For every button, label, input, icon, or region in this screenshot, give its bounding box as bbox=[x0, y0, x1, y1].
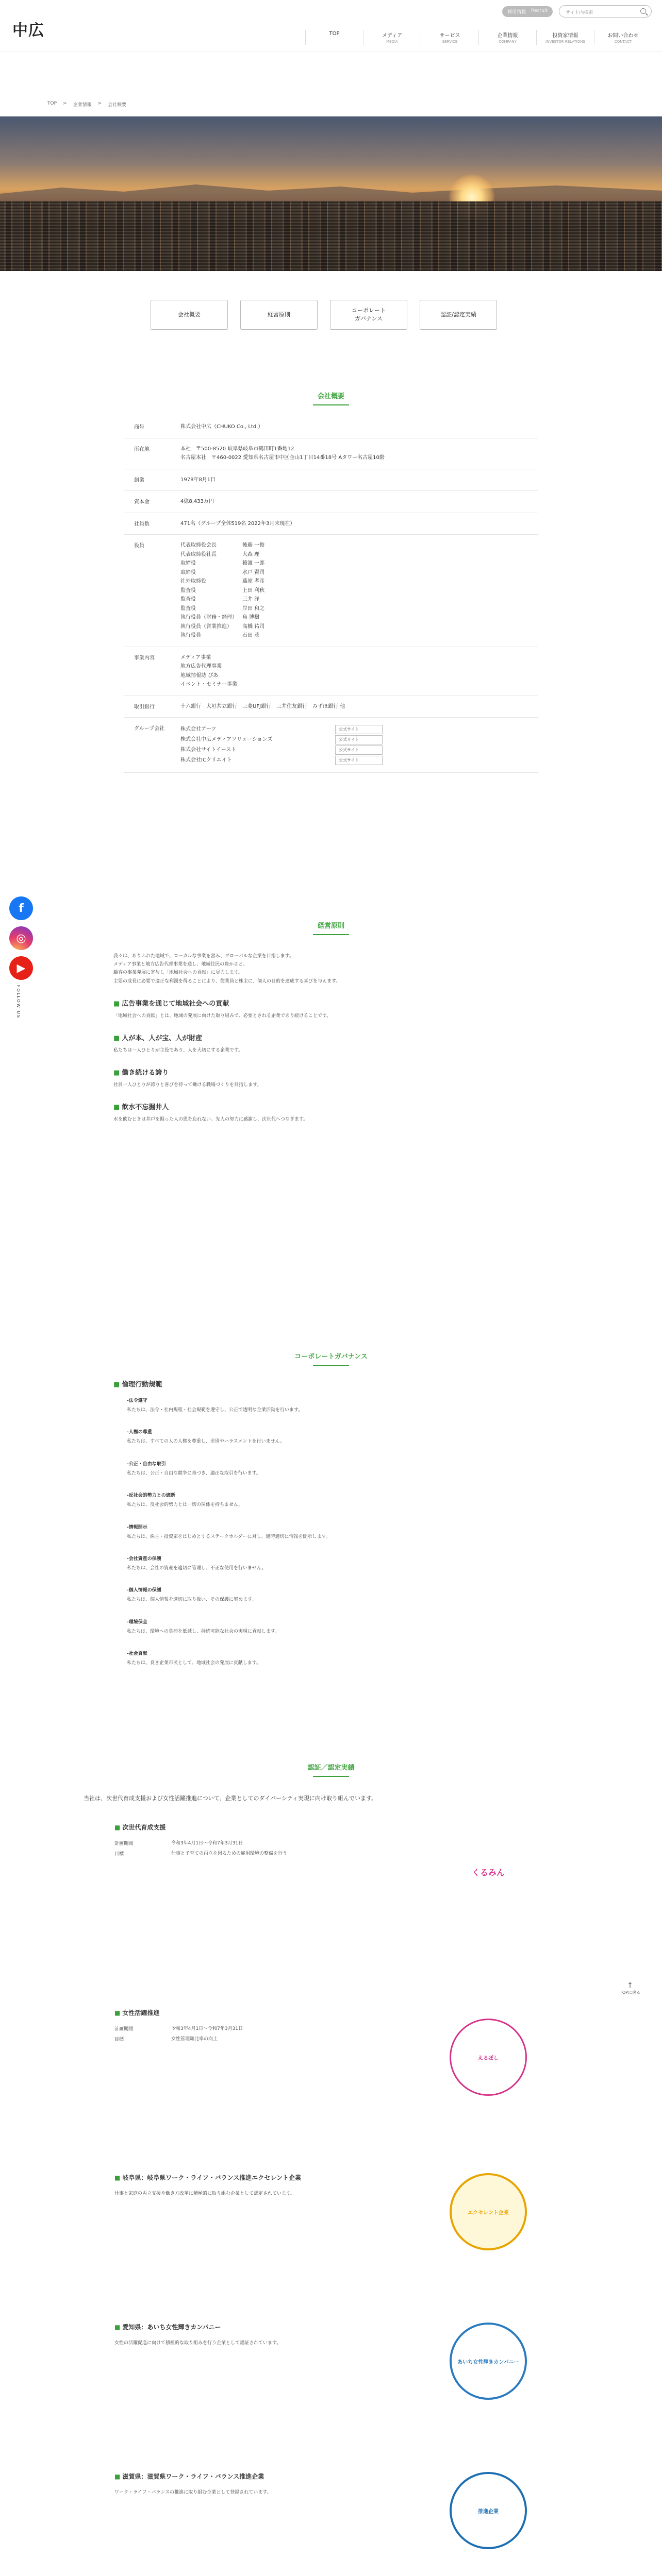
group-company bbox=[180, 725, 538, 734]
cert-row-label: 計画期間 bbox=[114, 1841, 134, 1846]
cert-heading: ■ 岐阜県：岐阜県ワーク・ライフ・バランス推進エクセレント企業 bbox=[114, 2173, 548, 2182]
row-value: 1978年8月1日 bbox=[180, 477, 216, 483]
youtube-icon[interactable]: ▶ bbox=[9, 956, 33, 980]
officer-name: 岸田 和之 bbox=[242, 605, 265, 612]
table-row bbox=[124, 718, 538, 773]
tab-principle[interactable]: 経営原則 bbox=[240, 300, 318, 330]
officer-title: 監査役 bbox=[180, 605, 196, 612]
officer-title: 代表取締役会長 bbox=[180, 543, 217, 548]
code-text: 私たちは、法令・社内規程・社会規範を遵守し、公正で透明な企業活動を行います。 bbox=[127, 1408, 303, 1413]
cert-row-label: 目標 bbox=[114, 1852, 124, 1857]
code-item bbox=[127, 1523, 549, 1540]
cert-block bbox=[114, 1823, 548, 2008]
nav-item-top[interactable] bbox=[305, 30, 363, 45]
code-title: -法令遵守 bbox=[127, 1398, 147, 1403]
nav-label: お問い合わせ bbox=[607, 33, 639, 39]
row-label: 所在地 bbox=[134, 446, 150, 452]
row-label: 取引銀行 bbox=[134, 704, 155, 710]
row-value: 4億8,433万円 bbox=[180, 499, 214, 504]
hero-image bbox=[0, 116, 662, 271]
cert-block bbox=[114, 2173, 548, 2323]
cert-row-value: 令和3年4月1日〜令和7年3月31日 bbox=[171, 1841, 243, 1846]
breadcrumb-current: 会社概要 bbox=[108, 103, 127, 108]
table-row bbox=[124, 647, 538, 696]
cert-row-value: 仕事と子育ての両立を図るための雇用環境の整備を行う bbox=[171, 1851, 288, 1857]
governance-heading: ■ 倫理行動規範 bbox=[113, 1379, 549, 1388]
group-name: 株式会社アーツ bbox=[180, 726, 217, 733]
officer-title: 監査役 bbox=[180, 587, 196, 594]
nav-item-contact[interactable] bbox=[594, 30, 652, 45]
officer-name: 大森 理 bbox=[242, 551, 260, 557]
code-item bbox=[127, 1586, 549, 1603]
eruboshi-badge: えるぼし bbox=[450, 2019, 527, 2096]
nav-label: TOP bbox=[329, 31, 340, 37]
officer bbox=[180, 550, 538, 560]
certification-section bbox=[84, 1794, 578, 2576]
tab-governance[interactable]: コーポレート ガバナンス bbox=[330, 300, 407, 330]
profile-table bbox=[124, 416, 538, 773]
cert-heading: ■ 次世代育成支援 bbox=[114, 1823, 548, 1832]
cert-text: ワーク・ライフ・バランスの推進に取り組む企業として登録されています。 bbox=[114, 2490, 272, 2495]
nav-label-en: MEDIA bbox=[386, 40, 398, 44]
officer-title: 執行役員（財務・経理） bbox=[180, 615, 237, 620]
official-site-link[interactable]: 公式サイト bbox=[335, 735, 383, 744]
site-header bbox=[0, 0, 662, 52]
group-company bbox=[180, 745, 538, 755]
table-row bbox=[124, 469, 538, 492]
officer bbox=[180, 622, 538, 632]
officer-name: 水戸 賢司 bbox=[242, 569, 265, 575]
gifu-wlb-badge: エクセレント企業 bbox=[450, 2173, 527, 2250]
certification-intro: 当社は、次世代育成支援および女性活躍推進について、企業としてのダイバーシティ実現に向け取り組んでいます。 bbox=[84, 1795, 377, 1802]
tab-certification[interactable]: 認証/認定実績 bbox=[420, 300, 497, 330]
kurumin-badge: くるみん bbox=[471, 1867, 505, 1877]
principle-heading: ■ 人が本、人が宝、人が財産 bbox=[113, 1032, 549, 1042]
cert-text: 女性の活躍促進に向けて積極的な取り組みを行う企業として認証されています。 bbox=[114, 2341, 282, 2346]
business-item: 地方広告代理事業 bbox=[180, 664, 222, 669]
principle-section bbox=[113, 952, 549, 1124]
officer-title: 執行役員（営業推進） bbox=[180, 623, 232, 630]
row-value: 471名（グループ全体519名 2022年3月末現在） bbox=[180, 520, 295, 527]
row-label: 事業内容 bbox=[134, 655, 155, 661]
code-item bbox=[127, 1397, 549, 1414]
officer-title: 社外取締役 bbox=[180, 579, 206, 584]
principle-text: 私たちは一人ひとりが主役であり、人を大切にする企業です。 bbox=[113, 1047, 243, 1053]
code-item bbox=[127, 1618, 549, 1635]
table-row bbox=[124, 491, 538, 513]
nav-label: 投資家情報 bbox=[552, 33, 578, 39]
recruit-label-en: Recruit bbox=[531, 8, 548, 13]
arrow-up-icon: ↑ bbox=[627, 1981, 633, 1990]
nav-item-company[interactable] bbox=[478, 30, 536, 45]
global-nav bbox=[305, 30, 652, 45]
section-tabs bbox=[151, 300, 497, 330]
officer bbox=[180, 577, 538, 586]
breadcrumb-sep: > bbox=[63, 101, 67, 106]
principle-lead bbox=[113, 952, 549, 986]
principle-heading: ■ 働き続ける誇り bbox=[113, 1067, 549, 1077]
cert-text: 仕事と家庭の両立支援や働き方改革に積極的に取り組む企業として認定されています。 bbox=[114, 2191, 295, 2196]
officer bbox=[180, 541, 538, 550]
code-title: -人権の尊重 bbox=[127, 1430, 152, 1435]
officer-name: 藤原 孝彦 bbox=[242, 579, 265, 584]
cert-block bbox=[114, 2323, 548, 2472]
principle-text: 社員一人ひとりが誇りと喜びを持って働ける職場づくりを目指します。 bbox=[113, 1082, 262, 1088]
officer bbox=[180, 568, 538, 578]
code-text: 私たちは、良き企業市民として、地域社会の発展に貢献します。 bbox=[127, 1660, 261, 1666]
recruit-button[interactable] bbox=[502, 6, 553, 17]
nav-label-en: COMPANY bbox=[499, 40, 517, 44]
code-item bbox=[127, 1460, 549, 1477]
nav-label: サービス bbox=[439, 33, 460, 39]
social-links bbox=[9, 896, 33, 980]
officer bbox=[180, 559, 538, 568]
lead-line: 顧客の事業発展に寄与し「地域社会への貢献」に尽力します。 bbox=[113, 970, 243, 976]
nav-label: 企業情報 bbox=[497, 33, 518, 39]
principle-title: 経営原則 bbox=[0, 920, 662, 935]
principle-text: 「地域社会への貢献」とは、地域の発展に向けた取り組みで、必要とされる企業であり続けることです。 bbox=[113, 1013, 332, 1019]
principle-heading: ■ 広告事業を通じて地域社会への貢献 bbox=[113, 998, 549, 1008]
breadcrumb-company[interactable]: 企業情報 bbox=[73, 103, 92, 108]
officer-title: 執行役員 bbox=[180, 633, 201, 638]
code-text: 私たちは、公正・自由な競争に基づき、適正な取引を行います。 bbox=[127, 1470, 261, 1476]
officer bbox=[180, 631, 538, 640]
code-text: 私たちは、環境への負荷を低減し、持続可能な社会の実現に貢献します。 bbox=[127, 1629, 280, 1634]
nav-label-en: CONTACT bbox=[614, 40, 632, 44]
code-text: 私たちは、すべての人の人権を尊重し、差別やハラスメントを行いません。 bbox=[127, 1439, 285, 1445]
officer-name: 石田 茂 bbox=[242, 633, 260, 638]
code-title: -反社会的勢力との遮断 bbox=[127, 1493, 175, 1499]
cert-block bbox=[114, 2008, 548, 2173]
cert-row-label: 目標 bbox=[114, 2037, 124, 2043]
aichi-women-badge: あいち女性輝きカンパニー bbox=[450, 2323, 527, 2400]
code-item bbox=[127, 1428, 549, 1445]
search-input[interactable] bbox=[559, 5, 652, 18]
page-top-button[interactable] bbox=[620, 1981, 640, 1995]
officer-title: 取締役 bbox=[180, 561, 196, 566]
breadcrumb-top[interactable]: TOP bbox=[47, 101, 57, 106]
nav-item-media[interactable] bbox=[363, 30, 421, 45]
cert-block bbox=[114, 2472, 548, 2576]
official-site-link[interactable]: 公式サイト bbox=[335, 725, 383, 734]
row-value: 本社 〒500-8520 岐阜県岐阜市鶴田町1番地12 名古屋本社 〒460-0022 愛知県名古屋市中区金山1丁目14番18号 Aタワー名古屋10階 bbox=[180, 446, 385, 461]
governance-title: コーポレートガバナンス bbox=[0, 1351, 662, 1366]
breadcrumb bbox=[47, 101, 126, 108]
nav-item-service[interactable] bbox=[421, 30, 478, 45]
row-value: 株式会社中広（CHUKO Co., Ltd.） bbox=[180, 424, 263, 430]
code-text: 私たちは、会社の資産を適切に管理し、不正な使用を行いません。 bbox=[127, 1565, 267, 1571]
code-title: -社会貢献 bbox=[127, 1651, 147, 1657]
official-site-link[interactable]: 公式サイト bbox=[335, 745, 383, 755]
table-row bbox=[124, 513, 538, 535]
principle-text: 水を飲むときは井戸を掘った人の恩を忘れない。先人の努力に感謝し、次世代へつなぎます。 bbox=[113, 1117, 308, 1123]
business-item: 地域情報誌 ぴあ bbox=[180, 672, 219, 679]
lead-line: 我々は、ありふれた地域で、ローカルな事業を営み、グローバルな企業を目指します。 bbox=[113, 954, 294, 959]
page-top-label: TOPに戻る bbox=[619, 1990, 640, 1995]
row-label: 商号 bbox=[134, 425, 144, 430]
nav-label: メディア bbox=[382, 33, 403, 39]
shiga-wlb-badge: 推進企業 bbox=[450, 2472, 527, 2549]
lead-line: メディア事業と地方広告代理事業を通し、地域住民の豊かさと、 bbox=[113, 962, 248, 968]
row-label: 資本金 bbox=[134, 499, 150, 505]
code-text: 私たちは、株主・投資家をはじめとするステークホルダーに対し、適時適切に情報を開示します。 bbox=[127, 1534, 330, 1539]
officer-title: 代表取締役社長 bbox=[180, 551, 217, 557]
code-text: 私たちは、個人情報を適切に取り扱い、その保護に努めます。 bbox=[127, 1597, 257, 1603]
code-title: -環境保全 bbox=[127, 1619, 147, 1625]
officer-name: 上田 利秋 bbox=[242, 587, 265, 594]
code-title: -情報開示 bbox=[127, 1524, 147, 1530]
row-label: グループ会社 bbox=[134, 726, 165, 732]
search-placeholder: サイト内検索 bbox=[566, 10, 593, 15]
group-company bbox=[180, 756, 538, 765]
business-item: メディア事業 bbox=[180, 654, 211, 660]
table-row bbox=[124, 438, 538, 469]
officer-title: 取締役 bbox=[180, 569, 196, 575]
row-label: 役員 bbox=[134, 543, 144, 549]
group-name: 株式会社サイトイースト bbox=[180, 747, 237, 753]
code-item bbox=[127, 1492, 549, 1509]
business-list bbox=[180, 653, 538, 689]
officer-name: 後藤 一俊 bbox=[242, 543, 265, 548]
tab-profile[interactable]: 会社概要 bbox=[151, 300, 228, 330]
officer bbox=[180, 586, 538, 596]
logo[interactable]: 中広 bbox=[12, 22, 44, 40]
code-item bbox=[127, 1555, 549, 1572]
cert-heading: ■ 女性活躍推進 bbox=[114, 2008, 548, 2017]
officer-title: 監査役 bbox=[180, 597, 196, 602]
search-icon[interactable] bbox=[640, 8, 646, 14]
code-text: 私たちは、反社会的勢力とは一切の関係を持ちません。 bbox=[127, 1502, 243, 1508]
cert-row-label: 計画期間 bbox=[114, 2027, 134, 2032]
officer bbox=[180, 595, 538, 604]
cert-heading: ■ 滋賀県：滋賀県ワーク・ライフ・バランス推進企業 bbox=[114, 2472, 548, 2481]
group-list bbox=[180, 724, 538, 766]
certification-title: 認証／認定実績 bbox=[0, 1762, 662, 1777]
code-title: -会社資産の保護 bbox=[127, 1556, 161, 1562]
facebook-icon[interactable]: f bbox=[9, 896, 33, 920]
lead-line: 主要の成長に必要で適正な利潤を得ることにより、従業員と株主に、個人の目的を達成する喜びを与えます。 bbox=[113, 978, 341, 984]
group-name: 株式会社ICクリエイト bbox=[180, 757, 232, 764]
business-item: イベント・セミナー事業 bbox=[180, 682, 237, 687]
nav-label-en: INVESTOR RELATIONS bbox=[545, 40, 585, 44]
cert-row-value: 女性管理職比率の向上 bbox=[171, 2037, 218, 2042]
code-title: -公正・自由な取引 bbox=[127, 1461, 166, 1467]
official-site-link[interactable]: 公式サイト bbox=[335, 756, 383, 765]
hero-cityscape bbox=[0, 201, 662, 271]
principle-heading: ■ 飲水不忘掘井人 bbox=[113, 1101, 549, 1111]
nav-label-en: SERVICE bbox=[442, 40, 458, 44]
code-title: -個人情報の保護 bbox=[127, 1588, 161, 1594]
row-label: 創業 bbox=[134, 477, 144, 483]
cert-heading: ■ 愛知県：あいち女性輝きカンパニー bbox=[114, 2323, 548, 2331]
profile-title: 会社概要 bbox=[0, 391, 662, 405]
officer bbox=[180, 604, 538, 614]
table-row bbox=[124, 416, 538, 438]
officer-name: 猿渡 一郎 bbox=[242, 561, 265, 566]
row-label: 社員数 bbox=[134, 521, 150, 527]
officer-name: 高橋 祐司 bbox=[242, 623, 265, 630]
group-name: 株式会社中広メディアソリューションズ bbox=[180, 737, 273, 743]
recruit-label: 採用情報 bbox=[507, 9, 526, 15]
officer-name: 角 博樹 bbox=[242, 615, 260, 620]
officer-list bbox=[180, 541, 538, 640]
officer bbox=[180, 613, 538, 622]
follow-us-label: FOLLOW US bbox=[16, 985, 21, 1019]
table-row bbox=[124, 696, 538, 718]
header-topbar bbox=[502, 5, 652, 18]
officer-name: 三井 洋 bbox=[242, 597, 260, 602]
instagram-icon[interactable]: ◎ bbox=[9, 926, 33, 950]
cert-row-value: 令和3年4月1日〜令和7年3月31日 bbox=[171, 2026, 243, 2031]
row-value: 十六銀行 大垣共立銀行 三菱UFJ銀行 三井住友銀行 みずほ銀行 他 bbox=[180, 703, 345, 709]
code-item bbox=[127, 1650, 549, 1667]
table-row bbox=[124, 535, 538, 647]
group-company bbox=[180, 735, 538, 744]
governance-section bbox=[113, 1379, 549, 1682]
breadcrumb-sep: > bbox=[97, 101, 102, 106]
nav-item-ir[interactable] bbox=[536, 30, 594, 45]
